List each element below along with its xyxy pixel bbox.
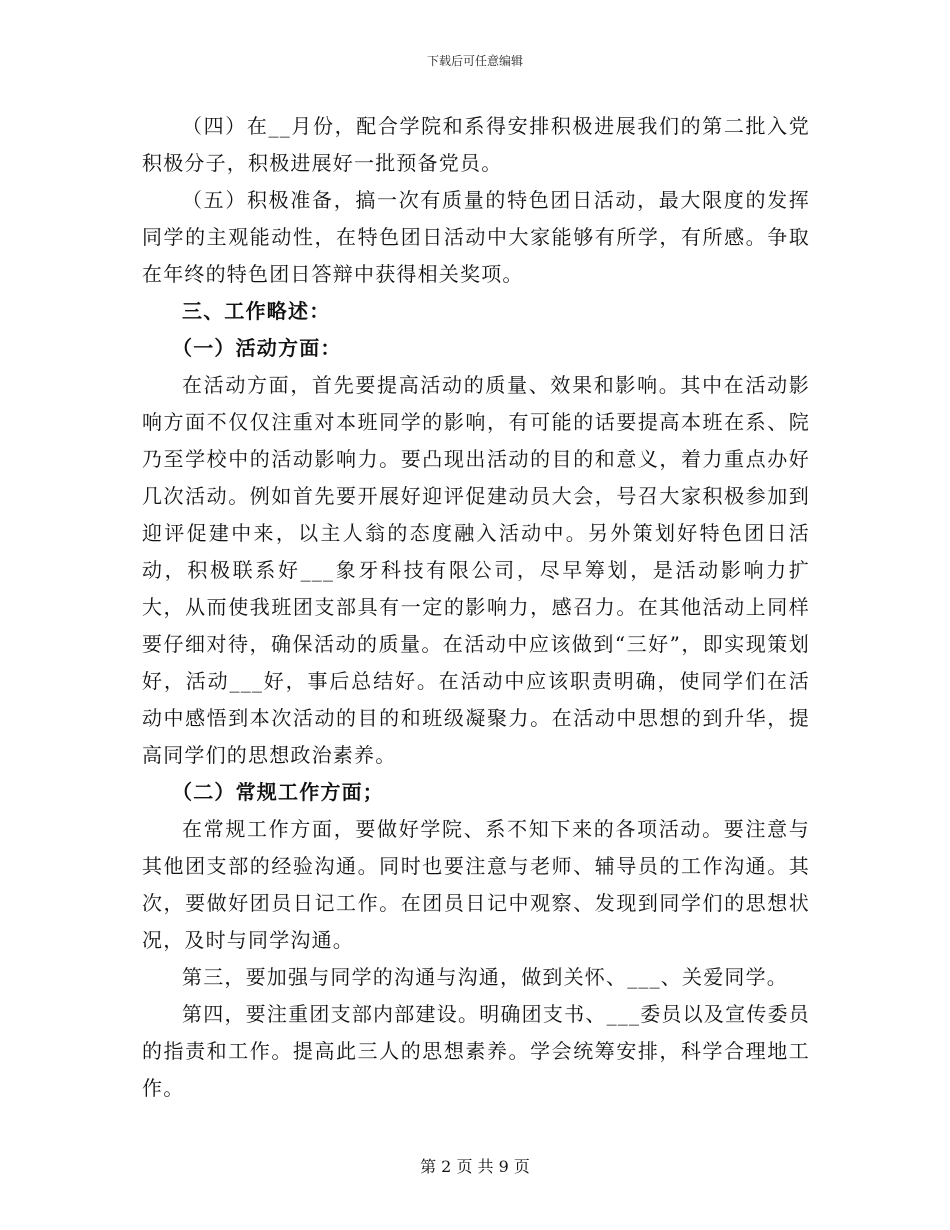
document-body bbox=[142, 108, 810, 1107]
paragraph-item-five: （五）积极准备，搞一次有质量的特色团日活动，最大限度的发挥同学的主观能动性，在特色团日活动中大家能够有所学，有所感。争取在年终的特色团日答辩中获得相关奖项。 bbox=[142, 188, 810, 286]
paragraph-activities: 在活动方面，首先要提高活动的质量、效果和影响。其中在活动影响方面不仅仅注重对本班同学的影响，有可能的话要提高本班在系、院乃至学校中的活动影响力。要凸现出活动的目的和意义，着力重点办好几次活动。例如首先要开展好迎评促建动员大会，号召大家积极参加到迎评促建中来，以主人翁的态度融入活动中。另外策划好特色团日活动，积极联系好___象牙科技有限公司，尽早筹划，是活动影响力扩大，从而使我班团支部具有一定的影响力，感召力。在其他活动上同样要仔细对待，确保活动的质量。在活动中应该做到“三好”，即实现策划好，活动___好，事后总结好。在活动中应该职责明确，使同学们在活动中感悟到本次活动的目的和班级凝聚力。在活动中思想的到升华，提高同学们的思想政治素养。 bbox=[142, 373, 810, 767]
paragraph-fourth-point: 第四，要注重团支部内部建设。明确团支书、___委员以及宣传委员的指责和工作。提高此三人的思想素养。学会统筹安排，科学合理地工作。 bbox=[142, 1002, 810, 1100]
subsection-heading-activities: （一）活动方面： bbox=[172, 336, 342, 360]
page-footer: 第 2 页 共 9 页 bbox=[420, 1157, 530, 1176]
paragraph-routine-work: 在常规工作方面，要做好学院、系不知下来的各项活动。要注意与其他团支部的经验沟通。同时也要注意与老师、辅导员的工作沟通。其次，要做好团员日记工作。在团员日记中观察、发现到同学们的思想状况，及时与同学沟通。 bbox=[142, 817, 810, 952]
section-heading-work-summary: 三、工作略述： bbox=[182, 299, 331, 323]
page-header: 下载后可任意编辑 bbox=[426, 54, 523, 68]
paragraph-third-point: 第三，要加强与同学的沟通与沟通，做到关怀、___、关爱同学。 bbox=[182, 965, 788, 989]
subsection-heading-routine-work: （二）常规工作方面； bbox=[172, 780, 384, 804]
paragraph-item-four: （四）在__月份，配合学院和系得安排积极进展我们的第二批入党积极分子，积极进展好一批预备党员。 bbox=[142, 114, 810, 175]
